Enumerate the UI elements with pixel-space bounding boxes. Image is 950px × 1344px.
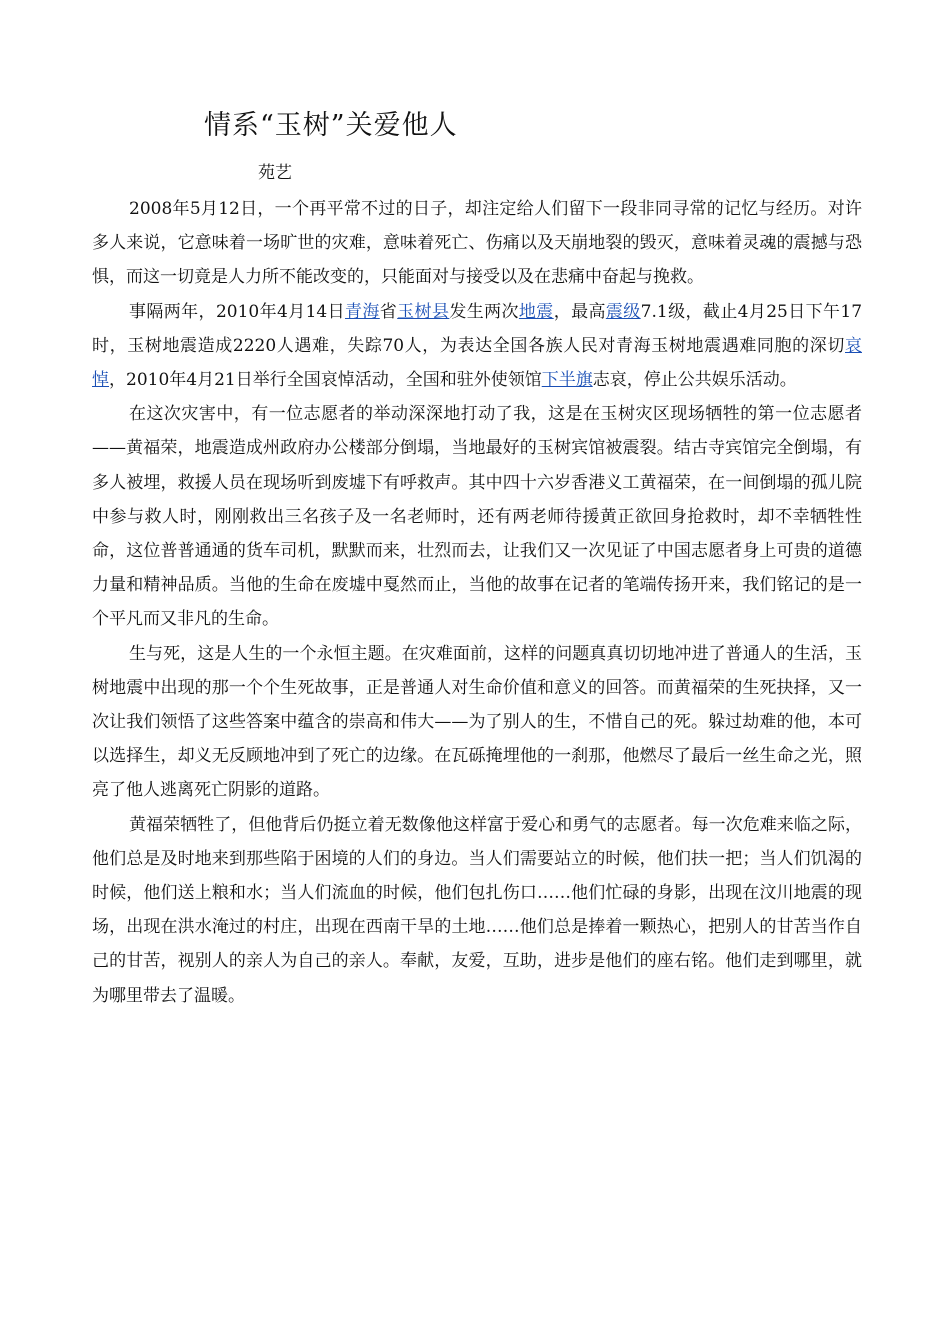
paragraph-2-text: 事隔两年，2010年4月14日	[129, 301, 345, 322]
paragraph-2-text: 志哀，停止公共娱乐活动。	[592, 370, 797, 391]
paragraph-1: 2008年5月12日，一个再平常不过的日子，却注定给人们留下一段非同寻常的记忆与经历。对许多人来说，它意味着一场旷世的灾难，意味着死亡、伤痛以及天崩地裂的毁灭，意味着灵魂的震撼与恐惧，而这一切竟是人力所不能改变的，只能面对与接受以及在悲痛中奋起与挽救。	[92, 199, 862, 288]
link-half-mast[interactable]: 下半旗	[541, 370, 593, 391]
paragraph-2	[92, 295, 862, 398]
paragraph-5: 黄福荣牺牲了，但他背后仍挺立着无数像他这样富于爱心和勇气的志愿者。每一次危难来临之际，他们总是及时地来到那些陷于困境的人们的身边。当人们需要站立的时候，他们扶一把；当人们饥渴的时候，他们送上粮和水；当人们流血的时候，他们包扎伤口……他们忙碌的身影，出现在汶川地震的现场，出现在洪水淹过的村庄，出现在西南干旱的土地……他们总是捧着一颗热心，把别人的甘苦当作自己的甘苦，视别人的亲人为自己的亲人。奉献，友爱，互助，进步是他们的座右铭。他们走到哪里，就为哪里带去了温暖。	[92, 814, 862, 1006]
paragraph-2-text: 发生两次	[449, 301, 519, 322]
paragraph-2-text: ，2010年4月21日举行全国哀悼活动，全国和驻外使领馆	[109, 370, 542, 391]
paragraph-2-text: 省	[379, 301, 398, 322]
document-page	[92, 100, 862, 1013]
link-yushu-county[interactable]: 玉树县	[397, 301, 450, 322]
paragraph-3: 在这次灾害中，有一位志愿者的举动深深地打动了我，这是在玉树灾区现场牺牲的第一位志愿者——黄福荣，地震造成州政府办公楼部分倒塌，当地最好的玉树宾馆被震裂。结古寺宾馆完全倒塌，有多人被埋，救援人员在现场听到废墟下有呼救声。其中四十六岁香港义工黄福荣，在一间倒塌的孤儿院中参与救人时，刚刚救出三名孩子及一名老师时，还有两老师待援黄正欲回身抢救时，却不幸牺牲性命，这位普普通通的货车司机，默默而来，壮烈而去，让我们又一次见证了中国志愿者身上可贵的道德力量和精神品质。当他的生命在废墟中戛然而止，当他的故事在记者的笔端传扬开来，我们铭记的是一个平凡而又非凡的生命。	[92, 404, 862, 630]
link-mourning[interactable]: 哀悼	[92, 335, 862, 391]
paragraph-2-text: ，最高	[553, 301, 606, 322]
link-earthquake[interactable]: 地震	[518, 301, 554, 322]
document-title: 情系“玉树”关爱他人	[204, 110, 458, 141]
paragraph-2-text: 7.1级，截止4月25日下午17时，玉树地震造成2220人遇难，失踪70人，为表达全国各族人民对青海玉树地震遇难同胞的深切	[92, 301, 863, 356]
document-author: 苑艺	[258, 163, 292, 183]
link-qinghai[interactable]: 青海	[345, 301, 380, 322]
paragraph-4: 生与死，这是人生的一个永恒主题。在灾难面前，这样的问题真真切切地冲进了普通人的生活，玉树地震中出现的那一个个生死故事，正是普通人对生命价值和意义的回答。而黄福荣的生死抉择，又一次让我们领悟了这些答案中蕴含的崇高和伟大——为了别人的生，不惜自己的死。躲过劫难的他，本可以选择生，却义无反顾地冲到了死亡的边缘。在瓦砾掩埋他的一刹那，他燃尽了最后一丝生命之光，照亮了他人逃离死亡阴影的道路。	[92, 643, 862, 801]
link-magnitude[interactable]: 震级	[605, 301, 641, 322]
